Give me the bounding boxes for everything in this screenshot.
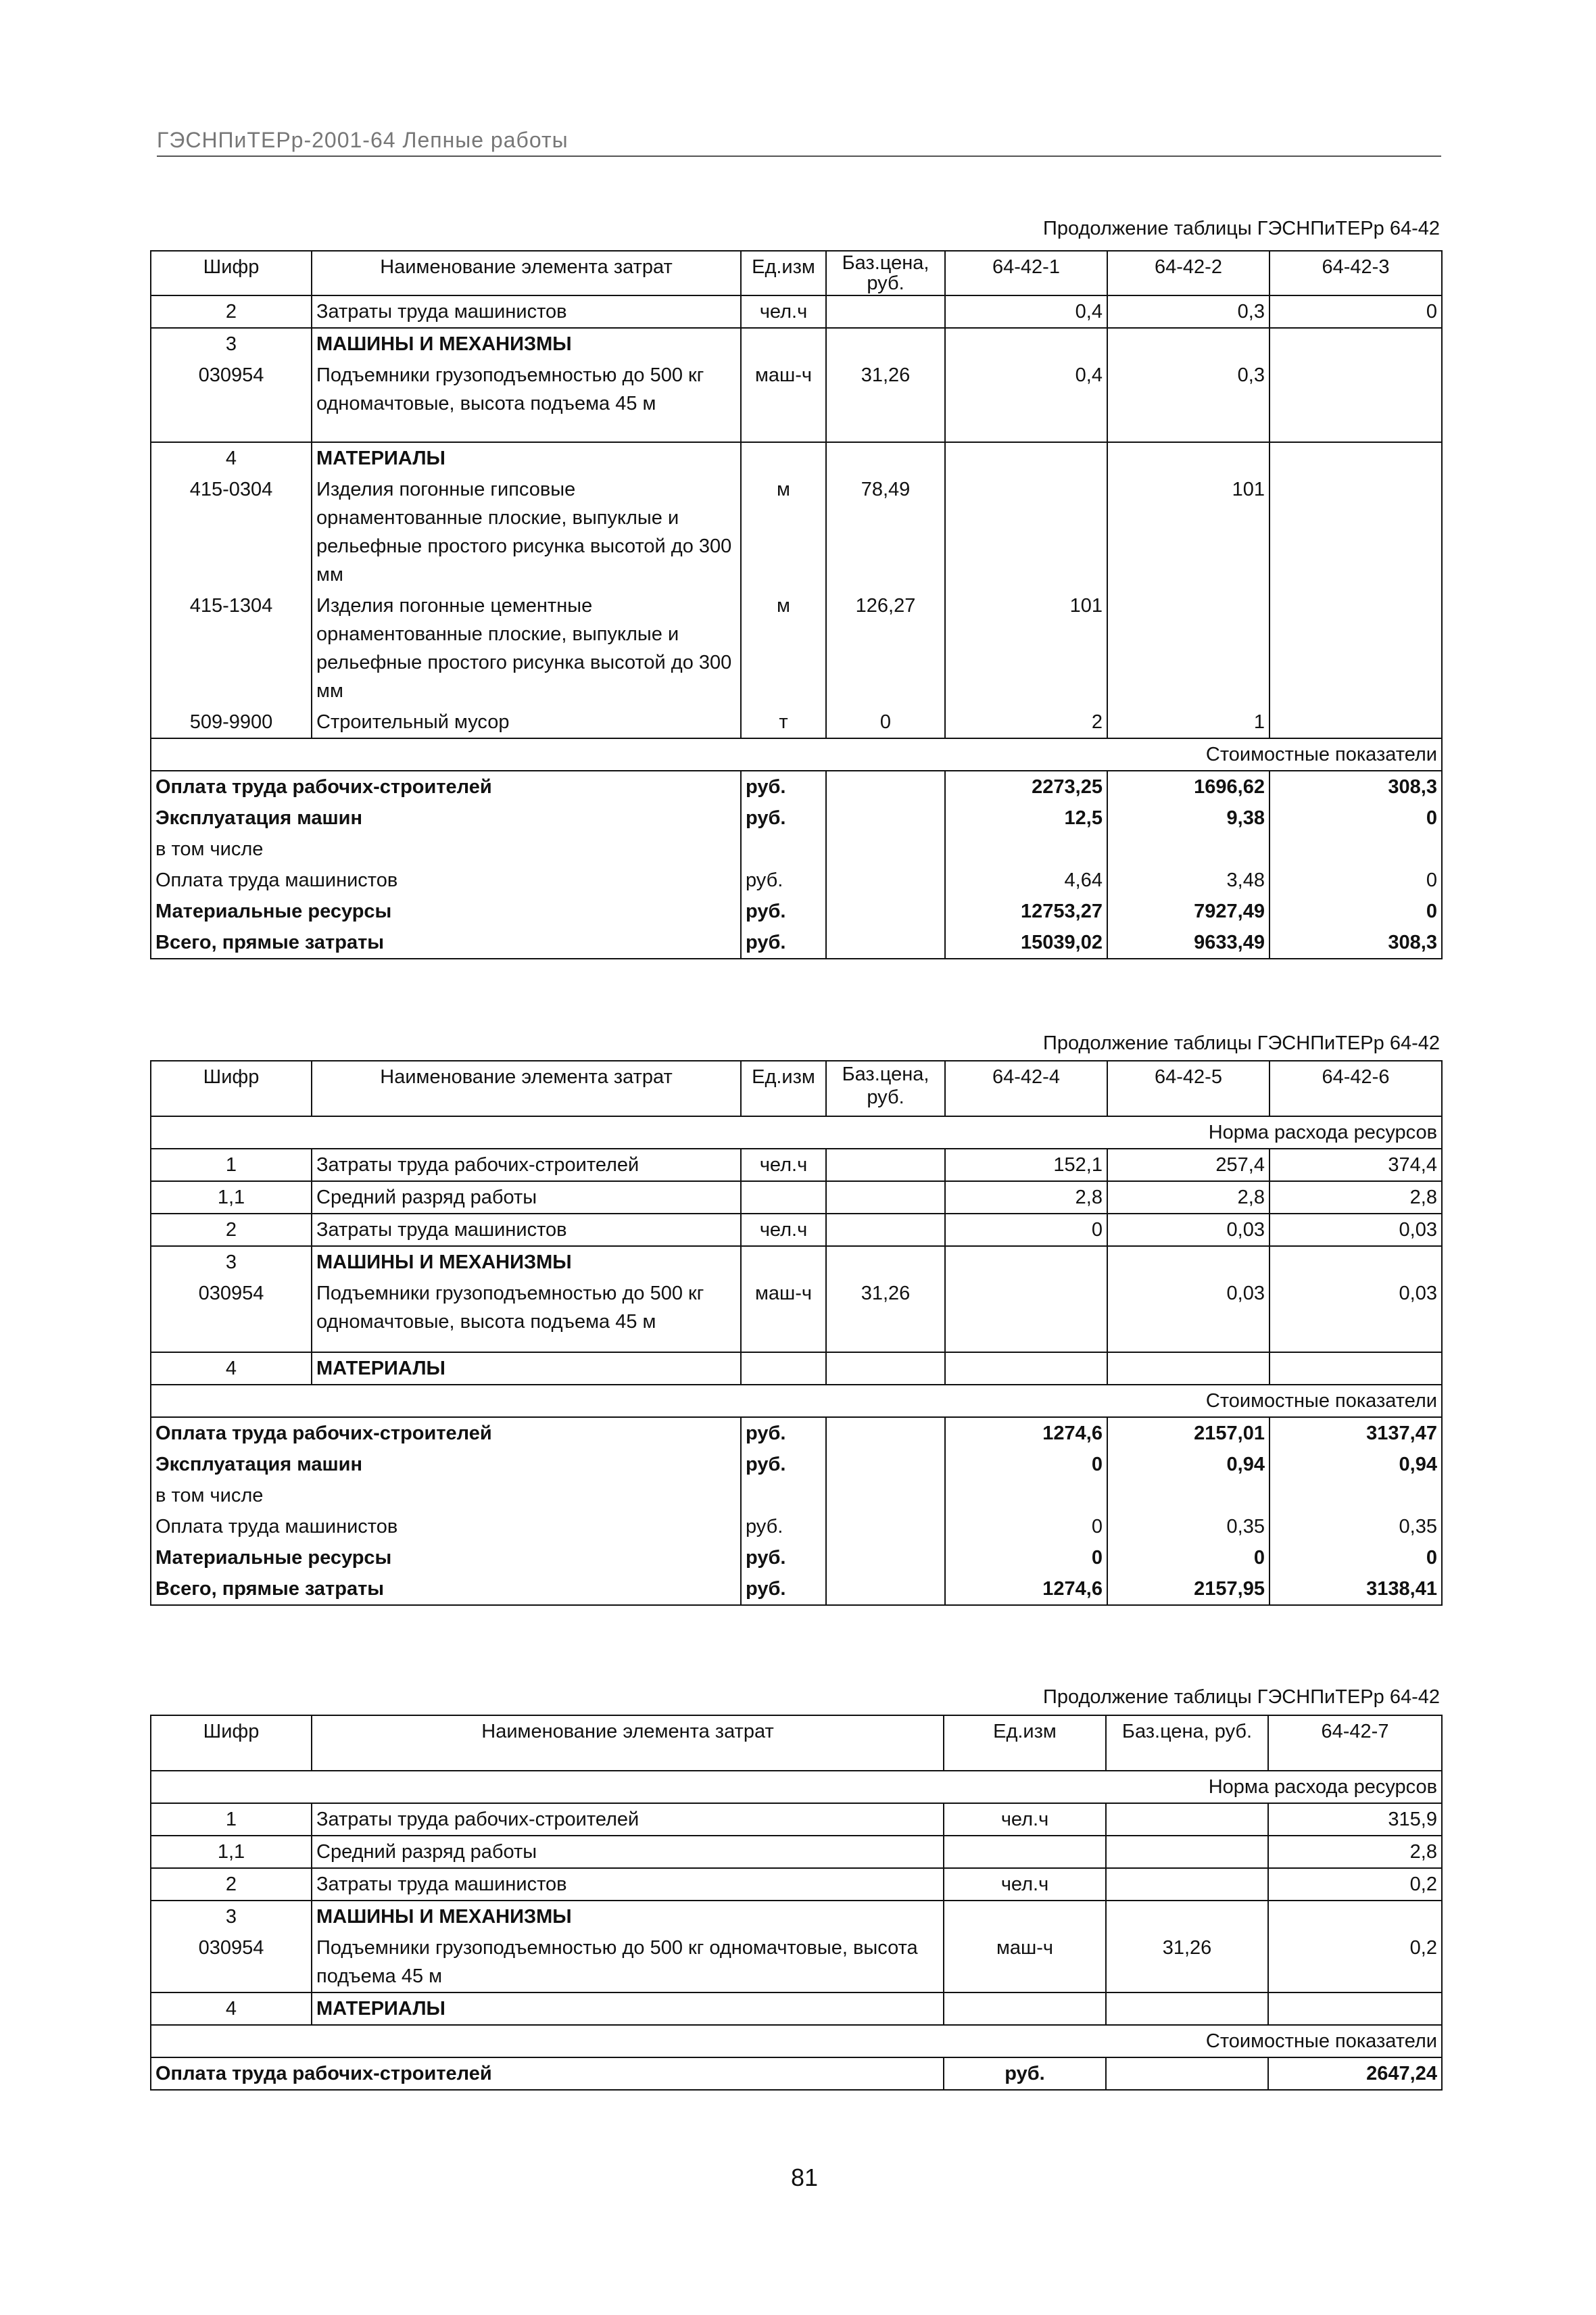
summary-label: в том числе	[151, 1480, 741, 1511]
cell-price: 126,27	[826, 590, 945, 707]
norm-title: Норма расхода ресурсов	[151, 1771, 1442, 1803]
summary-title: Стоимостные показатели	[151, 2025, 1442, 2057]
cell-value: 2,8	[1107, 1181, 1269, 1214]
summary-value: 9,38	[1107, 803, 1269, 834]
cell-value: 152,1	[945, 1149, 1107, 1181]
cell-value: 101	[945, 590, 1107, 707]
summary-value: 7927,49	[1107, 896, 1269, 927]
col-header: Шифр	[151, 251, 312, 295]
cell-price	[1106, 1868, 1268, 1901]
summary-value: 2273,25	[945, 771, 1107, 803]
table-row	[151, 442, 1442, 474]
summary-value: 1274,6	[945, 1573, 1107, 1605]
col-header: Наименование элемента затрат	[312, 251, 741, 295]
table2-continuation: Продолжение таблицы ГЭСНПиТЕРр 64-42	[1043, 1032, 1440, 1054]
summary-title-row	[151, 1385, 1442, 1417]
cell-unit: чел.ч	[741, 295, 826, 328]
cell-code: 030954	[151, 1278, 312, 1352]
summary-unit: руб.	[741, 927, 826, 959]
cell-code: 030954	[151, 1932, 312, 1992]
summary-row	[151, 1480, 1442, 1511]
table-row	[151, 1181, 1442, 1214]
summary-title-row	[151, 2025, 1442, 2057]
col-header: Ед.изм	[944, 1715, 1106, 1771]
cell-code: 1,1	[151, 1836, 312, 1868]
cell-price	[826, 1214, 945, 1246]
table-row	[151, 1246, 1442, 1278]
table-row	[151, 1868, 1442, 1901]
summary-label: Эксплуатация машин	[151, 803, 741, 834]
cell-name: Затраты труда машинистов	[312, 1868, 944, 1901]
cell-unit: чел.ч	[944, 1803, 1106, 1836]
cell-value: 0,4	[945, 295, 1107, 328]
cell-price: 78,49	[826, 474, 945, 590]
summary-value: 0	[945, 1511, 1107, 1542]
summary-unit: руб.	[741, 896, 826, 927]
cell-value	[1107, 590, 1269, 707]
cell-name: МАТЕРИАЛЫ	[312, 1992, 944, 2025]
cell-code: 4	[151, 1992, 312, 2025]
summary-value: 1696,62	[1107, 771, 1269, 803]
cell-price: 31,26	[826, 360, 945, 442]
summary-value: 3138,41	[1269, 1573, 1442, 1605]
col-header: Баз.цена, руб.	[826, 251, 945, 295]
col-header: Шифр	[151, 1715, 312, 1771]
cell-value: 374,4	[1269, 1149, 1442, 1181]
summary-label: Всего, прямые затраты	[151, 1573, 741, 1605]
summary-unit: руб.	[741, 1511, 826, 1542]
cell-unit: маш-ч	[741, 1278, 826, 1352]
table-row	[151, 474, 1442, 590]
summary-value: 12,5	[945, 803, 1107, 834]
col-header: Шифр	[151, 1061, 312, 1116]
summary-row	[151, 771, 1442, 803]
summary-value: 1274,6	[945, 1417, 1107, 1449]
summary-unit: руб.	[944, 2057, 1106, 2090]
cell-value: 0,2	[1268, 1868, 1442, 1901]
summary-value: 0,35	[1107, 1511, 1269, 1542]
col-header: 64-42-7	[1268, 1715, 1442, 1771]
cell-value: 0,03	[1107, 1278, 1269, 1352]
cell-name: МАШИНЫ И МЕХАНИЗМЫ	[312, 328, 741, 360]
summary-value: 0	[1269, 865, 1442, 896]
table-row	[151, 1932, 1442, 1992]
cell-unit: чел.ч	[741, 1149, 826, 1181]
cell-unit: маш-ч	[944, 1932, 1106, 1992]
summary-title-row	[151, 738, 1442, 771]
cell-name: Средний разряд работы	[312, 1836, 944, 1868]
cell-value	[1269, 474, 1442, 590]
summary-value: 3137,47	[1269, 1417, 1442, 1449]
summary-row	[151, 927, 1442, 959]
summary-label: Всего, прямые затраты	[151, 927, 741, 959]
table-row	[151, 1901, 1442, 1932]
summary-row	[151, 834, 1442, 865]
cell-name: Подъемники грузоподъемностью до 500 кг одномачтовые, высота подъема 45 м	[312, 1278, 741, 1352]
cell-unit: маш-ч	[741, 360, 826, 442]
summary-value: 0	[945, 1542, 1107, 1573]
table-row	[151, 328, 1442, 360]
cell-name: Изделия погонные гипсовые орнаментованные плоские, выпуклые и рельефные простого рисунка высотой до 300 мм	[312, 474, 741, 590]
cell-price	[826, 1149, 945, 1181]
cell-name: МАШИНЫ И МЕХАНИЗМЫ	[312, 1901, 944, 1932]
cell-value: 0,4	[945, 360, 1107, 442]
cell-code: 509-9900	[151, 707, 312, 738]
col-header: 64-42-3	[1269, 251, 1442, 295]
summary-value: 2647,24	[1268, 2057, 1442, 2090]
running-title: ГЭСНПиТЕРр-2001-64 Лепные работы	[157, 128, 569, 152]
col-header: 64-42-4	[945, 1061, 1107, 1116]
cell-code: 415-0304	[151, 474, 312, 590]
cell-code: 2	[151, 1868, 312, 1901]
summary-value: 0,94	[1107, 1449, 1269, 1480]
cell-value: 0	[1269, 295, 1442, 328]
cell-value	[945, 474, 1107, 590]
summary-label: Материальные ресурсы	[151, 896, 741, 927]
summary-row	[151, 1511, 1442, 1542]
summary-value: 2157,01	[1107, 1417, 1269, 1449]
summary-row	[151, 1417, 1442, 1449]
cell-unit: м	[741, 590, 826, 707]
table-row	[151, 590, 1442, 707]
summary-title: Стоимостные показатели	[151, 1385, 1442, 1417]
cell-value	[1107, 328, 1269, 360]
cell-code: 3	[151, 328, 312, 360]
cell-value: 0,03	[1107, 1214, 1269, 1246]
table-row	[151, 1992, 1442, 2025]
summary-row	[151, 865, 1442, 896]
summary-value: 15039,02	[945, 927, 1107, 959]
summary-unit: руб.	[741, 1542, 826, 1573]
cell-name: Затраты труда рабочих-строителей	[312, 1149, 741, 1181]
table-row	[151, 360, 1442, 442]
table-row	[151, 1352, 1442, 1385]
summary-label: Оплата труда машинистов	[151, 1511, 741, 1542]
summary-row	[151, 2057, 1442, 2090]
cell-unit	[741, 328, 826, 360]
cell-price	[1106, 1836, 1268, 1868]
cell-name: МАТЕРИАЛЫ	[312, 1352, 741, 1385]
summary-label: в том числе	[151, 834, 741, 865]
cell-value: 0,03	[1269, 1278, 1442, 1352]
cell-price: 31,26	[826, 1278, 945, 1352]
table-row	[151, 1214, 1442, 1246]
norm-title: Норма расхода ресурсов	[151, 1116, 1442, 1149]
table-row	[151, 1278, 1442, 1352]
col-header: 64-42-6	[1269, 1061, 1442, 1116]
summary-label: Материальные ресурсы	[151, 1542, 741, 1573]
summary-value: 0	[1107, 1542, 1269, 1573]
summary-title: Стоимостные показатели	[151, 738, 1442, 771]
cell-name: Затраты труда машинистов	[312, 1214, 741, 1246]
summary-unit: руб.	[741, 1573, 826, 1605]
cell-name: Подъемники грузоподъемностью до 500 кг одномачтовые, высота подъема 45 м	[312, 1932, 944, 1992]
cell-code: 1,1	[151, 1181, 312, 1214]
summary-unit: руб.	[741, 771, 826, 803]
table1	[150, 250, 1443, 959]
cell-value: 315,9	[1268, 1803, 1442, 1836]
cell-code: 030954	[151, 360, 312, 442]
cell-value	[1269, 590, 1442, 707]
cell-value: 1	[1107, 707, 1269, 738]
summary-unit: руб.	[741, 1449, 826, 1480]
summary-unit: руб.	[741, 1417, 826, 1449]
cell-value: 2,8	[945, 1181, 1107, 1214]
cell-name: МАТЕРИАЛЫ	[312, 442, 741, 474]
cell-value: 0,2	[1268, 1932, 1442, 1992]
summary-row	[151, 803, 1442, 834]
page-number: 81	[790, 2164, 819, 2191]
summary-row	[151, 1573, 1442, 1605]
summary-value: 12753,27	[945, 896, 1107, 927]
col-header: 64-42-2	[1107, 251, 1269, 295]
cell-unit: т	[741, 707, 826, 738]
col-header: Наименование элемента затрат	[312, 1715, 944, 1771]
summary-label: Оплата труда рабочих-строителей	[151, 2057, 944, 2090]
cell-price: 0	[826, 707, 945, 738]
col-header: Наименование элемента затрат	[312, 1061, 741, 1116]
cell-value	[1269, 707, 1442, 738]
cell-code: 1	[151, 1149, 312, 1181]
summary-label: Эксплуатация машин	[151, 1449, 741, 1480]
table3-header-row	[151, 1715, 1442, 1771]
col-header: 64-42-1	[945, 251, 1107, 295]
summary-unit: руб.	[741, 865, 826, 896]
table-row	[151, 1803, 1442, 1836]
running-header	[157, 122, 1441, 157]
summary-price	[1106, 2057, 1268, 2090]
col-header: 64-42-5	[1107, 1061, 1269, 1116]
summary-value: 308,3	[1269, 927, 1442, 959]
cell-value: 0,3	[1107, 360, 1269, 442]
cell-value	[945, 328, 1107, 360]
cell-unit: чел.ч	[741, 1214, 826, 1246]
norm-title-row	[151, 1116, 1442, 1149]
summary-value: 0	[1269, 896, 1442, 927]
table2	[150, 1060, 1443, 1606]
cell-code: 2	[151, 1214, 312, 1246]
cell-name: МАШИНЫ И МЕХАНИЗМЫ	[312, 1246, 741, 1278]
table3-continuation: Продолжение таблицы ГЭСНПиТЕРр 64-42	[1043, 1686, 1440, 1708]
cell-price	[1106, 1803, 1268, 1836]
col-header: Баз.цена, руб.	[826, 1061, 945, 1116]
summary-row	[151, 1449, 1442, 1480]
summary-value: 0	[945, 1449, 1107, 1480]
norm-title-row	[151, 1771, 1442, 1803]
summary-value: 3,48	[1107, 865, 1269, 896]
cell-value	[1269, 360, 1442, 442]
summary-label: Оплата труда рабочих-строителей	[151, 771, 741, 803]
table-row	[151, 707, 1442, 738]
table-row	[151, 295, 1442, 328]
summary-value: 308,3	[1269, 771, 1442, 803]
summary-value: 0	[1269, 1542, 1442, 1573]
table3	[150, 1715, 1443, 2091]
summary-value: 9633,49	[1107, 927, 1269, 959]
col-header: Ед.изм	[741, 251, 826, 295]
cell-value	[945, 1278, 1107, 1352]
cell-unit	[741, 1181, 826, 1214]
cell-code: 415-1304	[151, 590, 312, 707]
summary-label: Оплата труда машинистов	[151, 865, 741, 896]
cell-value: 101	[1107, 474, 1269, 590]
summary-value: 4,64	[945, 865, 1107, 896]
cell-code: 2	[151, 295, 312, 328]
cell-unit: м	[741, 474, 826, 590]
table2-header-row	[151, 1061, 1442, 1116]
cell-value	[1269, 328, 1442, 360]
cell-value: 2	[945, 707, 1107, 738]
cell-code: 3	[151, 1246, 312, 1278]
cell-price	[826, 1181, 945, 1214]
cell-value: 0,3	[1107, 295, 1269, 328]
cell-unit	[944, 1836, 1106, 1868]
table1-header-row	[151, 251, 1442, 295]
summary-value: 0,35	[1269, 1511, 1442, 1542]
cell-value: 0,03	[1269, 1214, 1442, 1246]
cell-name: Подъемники грузоподъемностью до 500 кг одномачтовые, высота подъема 45 м	[312, 360, 741, 442]
summary-value: 0	[1269, 803, 1442, 834]
summary-row	[151, 896, 1442, 927]
cell-value: 2,8	[1269, 1181, 1442, 1214]
summary-row	[151, 1542, 1442, 1573]
cell-name: Затраты труда машинистов	[312, 295, 741, 328]
cell-value: 2,8	[1268, 1836, 1442, 1868]
summary-value: 2157,95	[1107, 1573, 1269, 1605]
cell-price: 31,26	[1106, 1932, 1268, 1992]
cell-price	[826, 295, 945, 328]
cell-value: 257,4	[1107, 1149, 1269, 1181]
cell-name: Затраты труда рабочих-строителей	[312, 1803, 944, 1836]
col-header: Баз.цена, руб.	[1106, 1715, 1268, 1771]
cell-name: Изделия погонные цементные орнаментованные плоские, выпуклые и рельефные простого рисунка высотой до 300 мм	[312, 590, 741, 707]
cell-code: 4	[151, 1352, 312, 1385]
cell-name: Средний разряд работы	[312, 1181, 741, 1214]
summary-unit: руб.	[741, 803, 826, 834]
summary-label: Оплата труда рабочих-строителей	[151, 1417, 741, 1449]
cell-code: 4	[151, 442, 312, 474]
cell-unit: чел.ч	[944, 1868, 1106, 1901]
cell-value: 0	[945, 1214, 1107, 1246]
table1-continuation: Продолжение таблицы ГЭСНПиТЕРр 64-42	[1043, 218, 1440, 239]
table-row	[151, 1836, 1442, 1868]
col-header: Ед.изм	[741, 1061, 826, 1116]
summary-value: 0,94	[1269, 1449, 1442, 1480]
cell-name: Строительный мусор	[312, 707, 741, 738]
table-row	[151, 1149, 1442, 1181]
cell-price	[826, 328, 945, 360]
cell-code: 3	[151, 1901, 312, 1932]
cell-code: 1	[151, 1803, 312, 1836]
